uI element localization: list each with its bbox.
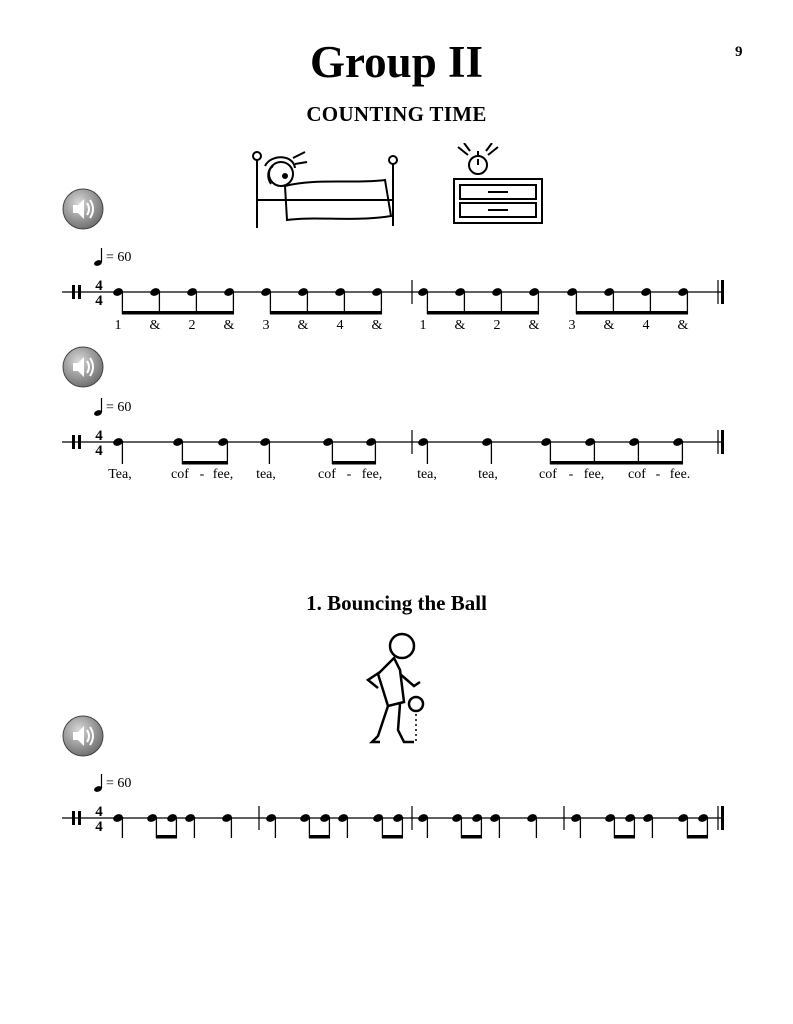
lyric-syllable: & [223, 318, 235, 333]
beam [687, 835, 708, 839]
quarter-note [417, 437, 429, 447]
page-title: Group II [310, 37, 483, 87]
eighth-note [146, 813, 158, 823]
eighth-note [319, 813, 331, 823]
lyric-syllable: 4 [642, 318, 650, 333]
eighth-note [677, 287, 689, 297]
speaker-icon[interactable] [62, 715, 104, 757]
quarter-note [570, 813, 582, 823]
lyric-syllable: Tea, [108, 467, 132, 482]
lyric-syllable: cof [539, 467, 557, 482]
lyric-syllable: 1 [419, 318, 427, 333]
eighth-note [677, 813, 689, 823]
eighth-note [528, 287, 540, 297]
lyric-syllable: cof [318, 467, 336, 482]
lyric-syllable: & [528, 318, 540, 333]
final-barline-thick [721, 806, 724, 830]
eighth-note [451, 813, 463, 823]
eighth-note [223, 287, 235, 297]
eighth-note [186, 287, 198, 297]
eighth-note [640, 287, 652, 297]
quarter-note-icon [94, 398, 103, 416]
eighth-note [584, 437, 596, 447]
lyric-syllable: cof [628, 467, 646, 482]
lyric-syllable: 3 [262, 318, 270, 333]
speaker-icon[interactable] [62, 188, 104, 230]
lyric-syllable: tea, [478, 467, 498, 482]
eighth-note [260, 287, 272, 297]
lyric-syllable: - [346, 467, 352, 482]
alarm-clock-illustration [448, 143, 548, 228]
eighth-note [604, 813, 616, 823]
eighth-note [540, 437, 552, 447]
quarter-note [642, 813, 654, 823]
lyric-syllable: & [297, 318, 309, 333]
lyric-syllable: fee, [583, 467, 605, 482]
lyric-syllable: tea, [417, 467, 437, 482]
time-signature-bottom: 4 [95, 293, 103, 309]
eighth-note [624, 813, 636, 823]
eighth-note [334, 287, 346, 297]
lyric-syllable: fee. [669, 467, 691, 482]
eighth-note [372, 813, 384, 823]
tempo-text: = 60 [106, 776, 132, 791]
quarter-note-icon [94, 774, 103, 792]
eighth-note [566, 287, 578, 297]
lyric-syllable: cof [171, 467, 189, 482]
beam [576, 311, 688, 315]
page-number: 9 [735, 44, 743, 60]
eighth-note [172, 437, 184, 447]
eighth-note [299, 813, 311, 823]
time-signature-bottom: 4 [95, 819, 103, 835]
tempo-marking [94, 772, 131, 792]
lyric-syllable: 3 [568, 318, 576, 333]
lyric-syllable: fee, [361, 467, 383, 482]
quarter-note [417, 813, 429, 823]
eighth-note [491, 287, 503, 297]
quarter-note [112, 813, 124, 823]
lyric-syllable: & [454, 318, 466, 333]
quarter-note [259, 437, 271, 447]
lyric-syllable: & [677, 318, 689, 333]
lyric-syllable: fee, [212, 467, 234, 482]
eighth-note [297, 287, 309, 297]
eighth-note [217, 437, 229, 447]
eighth-note [471, 813, 483, 823]
beam [309, 835, 330, 839]
percussion-clef-icon [72, 435, 75, 449]
quarter-note [337, 813, 349, 823]
eighth-note [112, 287, 124, 297]
eighth-note [417, 287, 429, 297]
lyric-syllable: tea, [256, 467, 276, 482]
beam [427, 311, 539, 315]
sleeping-person-illustration [245, 140, 405, 230]
eighth-note [365, 437, 377, 447]
lyric-syllable: & [149, 318, 161, 333]
beam [614, 835, 635, 839]
percussion-clef-icon [72, 285, 75, 299]
beam [332, 461, 376, 465]
quarter-note [112, 437, 124, 447]
eighth-note [454, 287, 466, 297]
beam [156, 835, 177, 839]
tempo-text: = 60 [106, 250, 132, 265]
beam [122, 311, 234, 315]
quarter-note [489, 813, 501, 823]
quarter-note [265, 813, 277, 823]
final-barline-thick [721, 430, 724, 454]
time-signature-top: 4 [95, 804, 103, 820]
beam [270, 311, 382, 315]
quarter-note [184, 813, 196, 823]
eighth-note [149, 287, 161, 297]
final-barline-thick [721, 280, 724, 304]
percussion-clef-icon [78, 285, 81, 299]
speaker-icon[interactable] [62, 346, 104, 388]
eighth-note [166, 813, 178, 823]
quarter-note [481, 437, 493, 447]
lyric-syllable: - [568, 467, 574, 482]
lyric-syllable: & [371, 318, 383, 333]
beam [461, 835, 482, 839]
tempo-marking [94, 246, 131, 266]
quarter-note-icon [94, 248, 103, 266]
time-signature-top: 4 [95, 278, 103, 294]
tempo-text: = 60 [106, 400, 132, 415]
beam [382, 835, 403, 839]
eighth-note [697, 813, 709, 823]
lyric-syllable: 2 [188, 318, 196, 333]
lyric-syllable: 4 [336, 318, 344, 333]
beam [550, 461, 683, 465]
eighth-note [628, 437, 640, 447]
lyric-syllable: - [199, 467, 205, 482]
quarter-note [526, 813, 538, 823]
lyric-syllable: 2 [493, 318, 501, 333]
stick-figure-illustration [358, 630, 438, 750]
time-signature-top: 4 [95, 428, 103, 444]
eighth-note [392, 813, 404, 823]
lyric-syllable: & [603, 318, 615, 333]
eighth-note [322, 437, 334, 447]
percussion-clef-icon [78, 435, 81, 449]
section-title: COUNTING TIME [306, 102, 487, 126]
eighth-note [371, 287, 383, 297]
lyric-syllable: - [655, 467, 661, 482]
quarter-note [221, 813, 233, 823]
time-signature-bottom: 4 [95, 443, 103, 459]
piece-title: 1. Bouncing the Ball [306, 591, 487, 615]
percussion-clef-icon [78, 811, 81, 825]
lyric-syllable: 1 [114, 318, 122, 333]
eighth-note [672, 437, 684, 447]
beam [182, 461, 228, 465]
percussion-clef-icon [72, 811, 75, 825]
eighth-note [603, 287, 615, 297]
tempo-marking [94, 396, 131, 416]
